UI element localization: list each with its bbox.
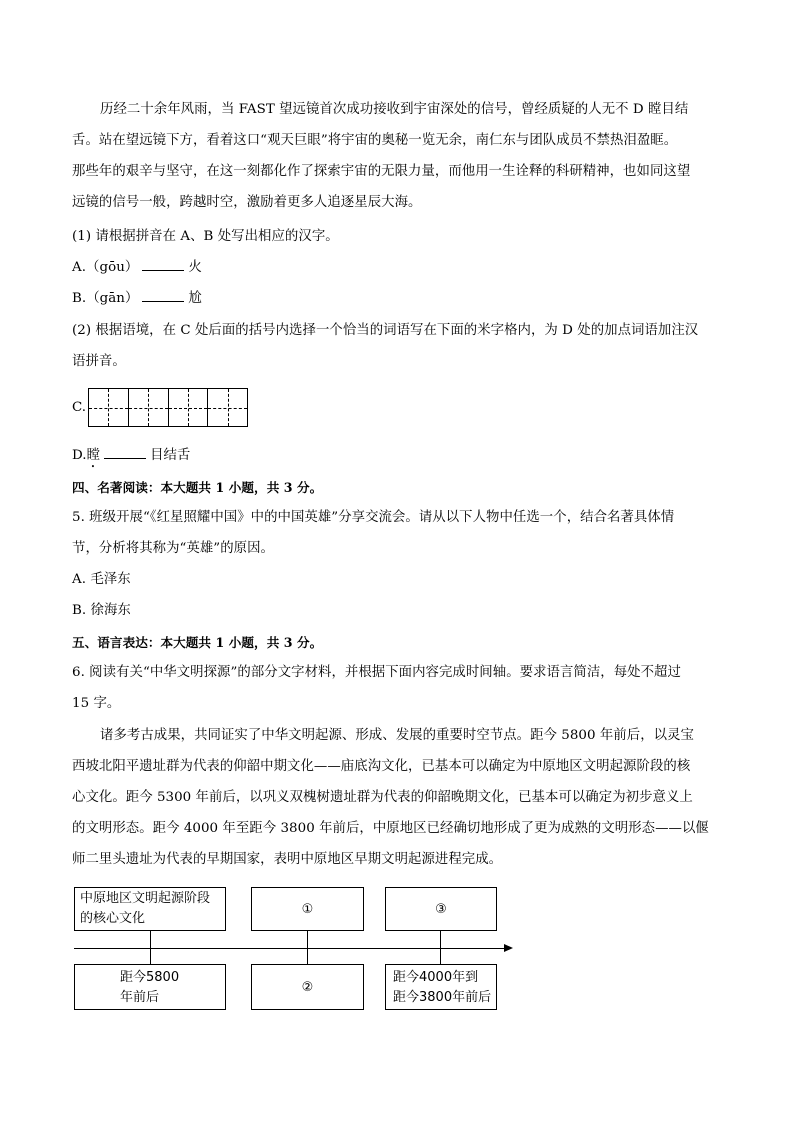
- q5-option-a: A. 毛泽东: [72, 572, 131, 587]
- timeline-top-box-1-line-1: 中原地区文明起源阶段: [80, 891, 211, 906]
- material-line-2: 西坡北阳平遗址群为代表的仰韶中期文化——庙底沟文化，已基本可以确定为中原地区文明起源阶段的核: [72, 759, 691, 774]
- timeline-bottom-box-1-line-1: 距今5800: [120, 970, 180, 985]
- timeline-blank-marker-1: ①: [301, 902, 314, 917]
- grid-cell[interactable]: [208, 389, 247, 426]
- q4-a-answer-blank[interactable]: [142, 258, 184, 271]
- rice-character-grid[interactable]: [88, 388, 248, 427]
- timeline-bottom-box-3: [385, 964, 497, 1010]
- timeline-bottom-box-3-line-2: 距今3800年前后: [393, 990, 492, 1005]
- passage-line-2: 舌。站在望远镜下方，看着这口“观天巨眼”将宇宙的奥秘一览无余，南仁东与团队成员不禁热泪盈眶。: [72, 133, 678, 148]
- q4-d-suffix: 目结舌: [150, 448, 191, 463]
- q4-a-suffix: 火: [188, 260, 202, 275]
- timeline-blank-marker-2: ②: [301, 980, 314, 995]
- q5-option-b: B. 徐海东: [72, 603, 131, 618]
- q4-c-label: C.: [72, 400, 87, 415]
- q4-b-answer-blank[interactable]: [142, 289, 184, 302]
- q4-b-suffix: 尬: [188, 291, 202, 306]
- q4-b-pinyin: B.（gān）: [72, 291, 139, 306]
- material-line-5: 师二里头遗址为代表的早期国家，表明中原地区早期文明起源进程完成。: [72, 852, 503, 867]
- q4-part1-instruction: (1) 请根据拼音在 A、B 处写出相应的汉字。: [72, 229, 339, 244]
- grid-cell[interactable]: [89, 389, 129, 426]
- material-line-4: 的文明形态。距今 4000 年至距今 3800 年前后，中原地区已经确切地形成了更为成熟的文明形态——以偃: [72, 821, 709, 836]
- timeline-tick: [440, 930, 441, 965]
- material-line-1: 诸多考古成果，共同证实了中华文明起源、形成、发展的重要时空节点。距今 5800 年前后，以灵宝: [100, 728, 694, 743]
- timeline-top-box-1-line-2: 的核心文化: [80, 911, 146, 926]
- timeline-arrow-icon: [504, 944, 513, 952]
- timeline-top-box-2[interactable]: [251, 887, 364, 931]
- q4-part2-line-2: 语拼音。: [72, 354, 126, 369]
- q4-item-d: [72, 446, 732, 471]
- timeline-bottom-box-3-line-1: 距今4000年到: [393, 970, 479, 985]
- passage-line-1: 历经二十余年风雨，当 FAST 望远镜首次成功接收到宇宙深处的信号，曾经质疑的人无不 D 瞠目结: [100, 102, 689, 117]
- material-line-3: 心文化。距今 5300 年前后，以巩义双槐树遗址群为代表的仰韶晚期文化，已基本可以确定为初步意义上: [72, 790, 693, 805]
- q5-line-2: 节，分析将其称为“英雄”的原因。: [72, 541, 274, 556]
- q5-line-1: 5. 班级开展“《红星照耀中国》中的中国英雄”分享交流会。请从以下人物中任选一个，结合名著具体情: [72, 510, 675, 525]
- q4-d-answer-blank[interactable]: [104, 446, 146, 459]
- q4-d-prefix: D.: [72, 448, 87, 463]
- timeline-axis: [74, 948, 506, 949]
- timeline-tick: [307, 930, 308, 965]
- grid-cell[interactable]: [129, 389, 169, 426]
- passage-line-4: 远镜的信号一般，跨越时空，激励着更多人追逐星辰大海。: [72, 195, 422, 210]
- q4-a-pinyin: A.（gōu）: [72, 260, 139, 275]
- q4-item-a: [72, 258, 732, 278]
- q4-d-dotted-word: 瞠: [86, 448, 101, 463]
- q4-item-b: [72, 289, 732, 309]
- timeline-bottom-box-2[interactable]: [251, 964, 364, 1010]
- q6-line-1: 6. 阅读有关“中华文明探源”的部分文字材料，并根据下面内容完成时间轴。要求语言简洁，每处不超过: [72, 665, 681, 680]
- passage-line-3: 那些年的艰辛与坚守，在这一刻都化作了探索宇宙的无限力量，而他用一生诠释的科研精神，也如同这望: [72, 164, 691, 179]
- timeline-bottom-box-1-line-2: 年前后: [120, 990, 160, 1005]
- section4-heading: 四、名著阅读：本大题共 1 小题，共 3 分。: [72, 480, 323, 495]
- timeline-bottom-box-1: [74, 964, 226, 1010]
- timeline-tick: [150, 930, 151, 965]
- q6-line-2: 15 字。: [72, 696, 121, 711]
- grid-cell[interactable]: [169, 389, 209, 426]
- timeline-blank-marker-3: ③: [435, 902, 447, 917]
- timeline-top-box-1: [74, 887, 226, 931]
- timeline-top-box-3[interactable]: [385, 887, 497, 931]
- section5-heading: 五、语言表达：本大题共 1 小题，共 3 分。: [72, 635, 323, 650]
- q4-part2-line-1: (2) 根据语境，在 C 处后面的括号内选择一个恰当的词语写在下面的米字格内，为 D 处的加点词语加注汉: [72, 323, 699, 338]
